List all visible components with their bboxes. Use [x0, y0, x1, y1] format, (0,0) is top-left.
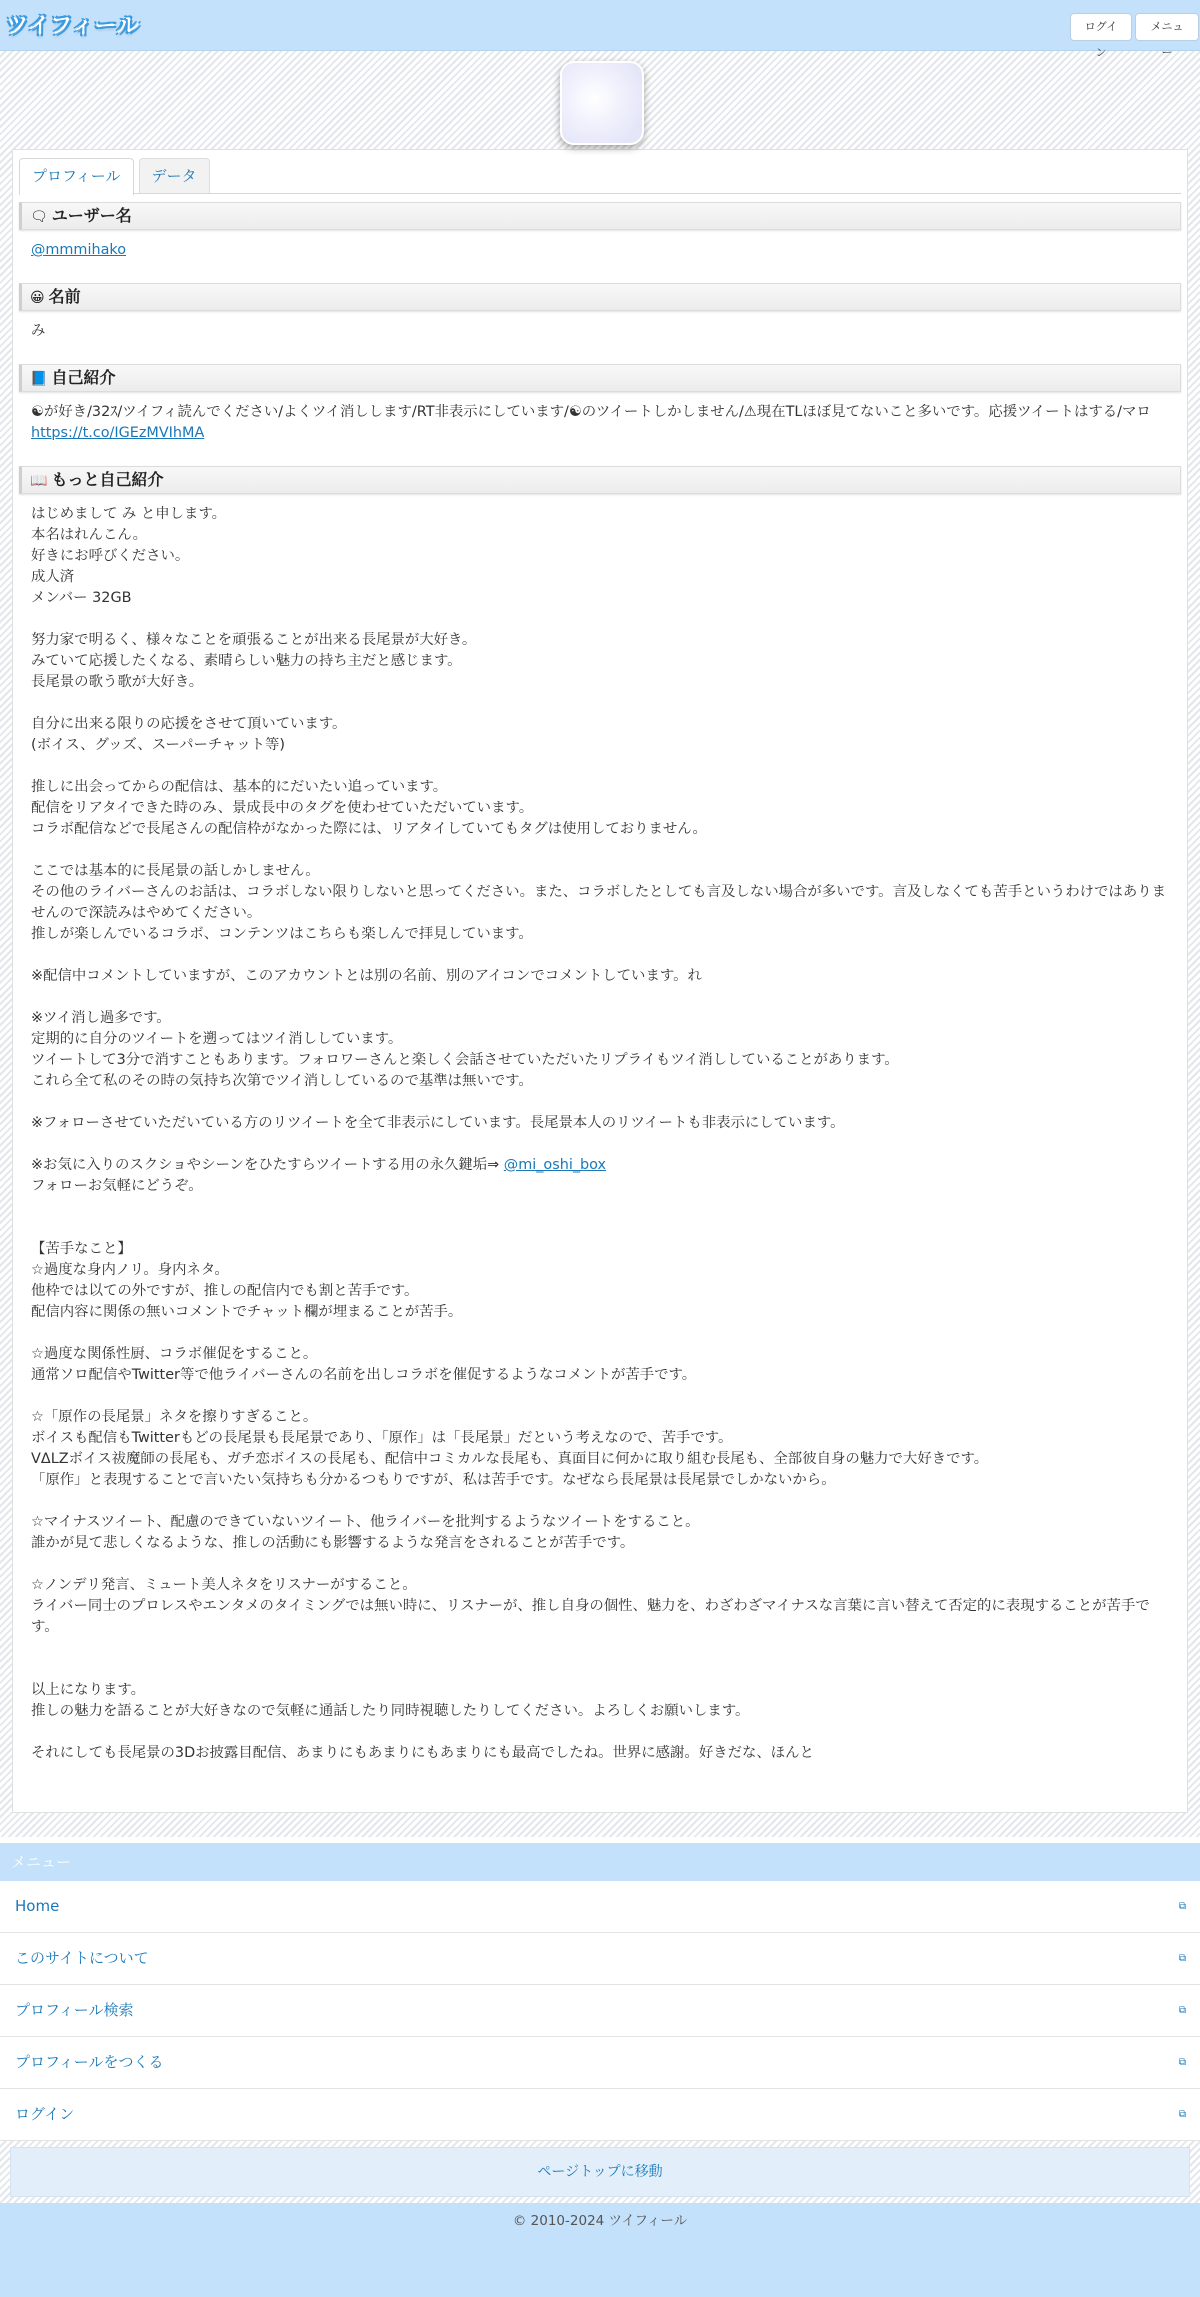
menu-item-about[interactable]	[0, 1933, 1200, 1985]
external-link-icon: ⧉	[1178, 1901, 1186, 1912]
menu-item-label: このサイトについて	[15, 1949, 149, 1967]
menu-item-search[interactable]	[0, 1985, 1200, 2037]
section-header-bio	[19, 364, 1181, 392]
name-body: み	[31, 323, 46, 339]
bio-body	[19, 392, 1181, 458]
page-top-band	[0, 2141, 1200, 2203]
open-book-icon: 📖	[30, 473, 48, 489]
page-top-button[interactable]: ページトップに移動	[10, 2147, 1190, 2197]
profile-cover	[0, 51, 1200, 149]
site-logo[interactable]: ツイフィール	[6, 14, 141, 39]
menu-item-label: プロフィール検索	[15, 2001, 134, 2019]
speech-bubble-icon: 🗨	[30, 209, 48, 225]
external-link-icon: ⧉	[1178, 2057, 1186, 2068]
bio-link[interactable]: https://t.co/IGEzMVIhMA	[31, 425, 205, 441]
copyright: © 2010-2024 ツイフィール	[512, 2213, 688, 2229]
menu-item-label: ログイン	[15, 2105, 75, 2123]
external-link-icon: ⧉	[1178, 1953, 1186, 1964]
menu-list	[0, 1881, 1200, 2141]
smile-icon: 😀	[30, 290, 45, 306]
external-link-icon: ⧉	[1178, 2109, 1186, 2120]
section-header-username	[19, 202, 1181, 230]
content-background	[0, 51, 1200, 1837]
menu-item-create[interactable]	[0, 2037, 1200, 2089]
profile-card	[12, 149, 1188, 1813]
more-bio-body	[19, 494, 1181, 1778]
menu-item-home[interactable]	[0, 1881, 1200, 1933]
site-footer	[0, 2203, 1200, 2297]
bio-text: ☯が好き/32ｽ/ツイフィ読んでください/よくツイ消しします/RT非表示にしています/☯のツイートしかしません/⚠現在TLほぼ見てないこと多いです。応援ツイートはする/マロ	[31, 404, 1151, 420]
username-body	[19, 230, 1181, 275]
login-button[interactable]: ログイン	[1070, 13, 1132, 41]
external-link-icon: ⧉	[1178, 2005, 1186, 2016]
avatar[interactable]	[560, 61, 644, 145]
more-bio-text: はじめまして み と申します。 本名はれんこん。 好きにお呼びください。 成人済 メンバー 32GB 努力家で明るく、様々なことを頑張ることが出来る長尾景が大好き。 みていて応援したくなる、素晴らしい魅力の持ち主だと感じます。 長尾景の歌う歌が大好き。 自分に出来る限りの応援をさせて頂いています。 (ボイス、グッズ、スーパーチャット等) 推しに出会ってからの配信は、基本的にだいたい追っています。 配信をリアタイできた時のみ、景成長中のタグを使わせていただいています。 コラボ配信などで長尾さんの配信枠がなかった際には、リアタイしていてもタグは使用しておりません。 ここでは基本的に長尾景の話しかしません。 その他のライバーさんのお話は、コラボしない限りしないと思ってください。また、コラボしたとしても言及しない場合が多いです。言及しなくても苦手というわけではありませんので深読みはやめてください。 推しが楽しんでいるコラボ、コンテンツはこちらも楽しんで拝見しています。 ※配信中コメントしていますが、このアカウントとは別の名前、別のアイコンでコメントしています。れ ※ツイ消し過多です。 定期的に自分のツイートを遡ってはツイ消ししています。 ツイートして3分で消すこともあります。フォロワーさんと楽しく会話させていただいたリプライもツイ消ししていることがあります。 これら全て私のその時の気持ち次第でツイ消ししているので基準は無いです。 ※フォローさせていただいている方のリツイートを全て非表示にしています。長尾景本人のリツイートも非表示にしています。 ※お気に入りのスクショやシーンをひたすらツイートする用の永久鍵垢⇒	[31, 506, 1166, 1173]
menu-button[interactable]: メニュー	[1135, 13, 1199, 41]
section-title: ユーザー名	[51, 206, 132, 225]
sub-account-link[interactable]: @mi_oshi_box	[503, 1157, 607, 1173]
tab-data[interactable]: データ	[139, 158, 210, 193]
menu-item-label: プロフィールをつくる	[15, 2053, 164, 2071]
site-header	[0, 0, 1200, 59]
section-title: もっと自己紹介	[51, 470, 164, 489]
section-header-more-bio	[19, 466, 1181, 494]
menu-item-login[interactable]	[0, 2089, 1200, 2141]
section-title: 自己紹介	[51, 368, 116, 387]
menu-header: メニュー	[0, 1843, 1200, 1881]
menu-item-label: Home	[15, 1897, 60, 1915]
section-title: 名前	[48, 287, 81, 306]
profile-tabs	[19, 156, 1181, 194]
section-header-name	[19, 283, 1181, 311]
tab-profile[interactable]: プロフィール	[19, 158, 134, 195]
book-icon: 📘	[30, 371, 48, 387]
more-bio-text-continued: フォローお気軽にどうぞ。 【苦手なこと】 ☆過度な身内ノリ。身内ネタ。 他枠では以ての外ですが、推しの配信内でも割と苦手です。 配信内容に関係の無いコメントでチャット欄が埋まることが苦手。 ☆過度な関係性厨、コラボ催促をすること。 通常ソロ配信やTwitter等で他ライバーさんの名前を出しコラボを催促するようなコメントが苦手です。 ☆「原作の長尾景」ネタを擦りすぎること。 ボイスも配信もTwitterもどの長尾景も長尾景であり、「原作」は「長尾景」だという考えなので、苦手です。 VΔLZボイス祓魔師の長尾も、ガチ恋ボイスの長尾も、配信中コミカルな長尾も、真面目に何かに取り組む長尾も、全部彼自身の魅力で大好きです。 「原作」と表現することで言いたい気持ちも分かるつもりですが、私は苦手です。なぜなら長尾景は長尾景でしかないから。 ☆マイナスツイート、配慮のできていないツイート、他ライバーを批判するようなツイートをすること。 誰かが見て悲しくなるような、推しの活動にも影響するような発言をされることが苦手です。 ☆ノンデリ発言、ミュート美人ネタをリスナーがすること。 ライバー同士のプロレスやエンタメのタイミングでは無い時に、リスナーが、推し自身の個性、魅力を、わざわざマイナスな言葉に言い替えて否定的に表現することが苦手です。 以上になります。 推しの魅力を語ることが大好きなので気軽に通話したり同時視聴したりしてください。よろしくお願いします。 それにしても長尾景の3Dお披露目配信、あまりにもあまりにもあまりにも最高でしたね。世界に感謝。好きだな、ほんと	[31, 1178, 1150, 1761]
username-link[interactable]: @mmmihako	[31, 242, 127, 258]
